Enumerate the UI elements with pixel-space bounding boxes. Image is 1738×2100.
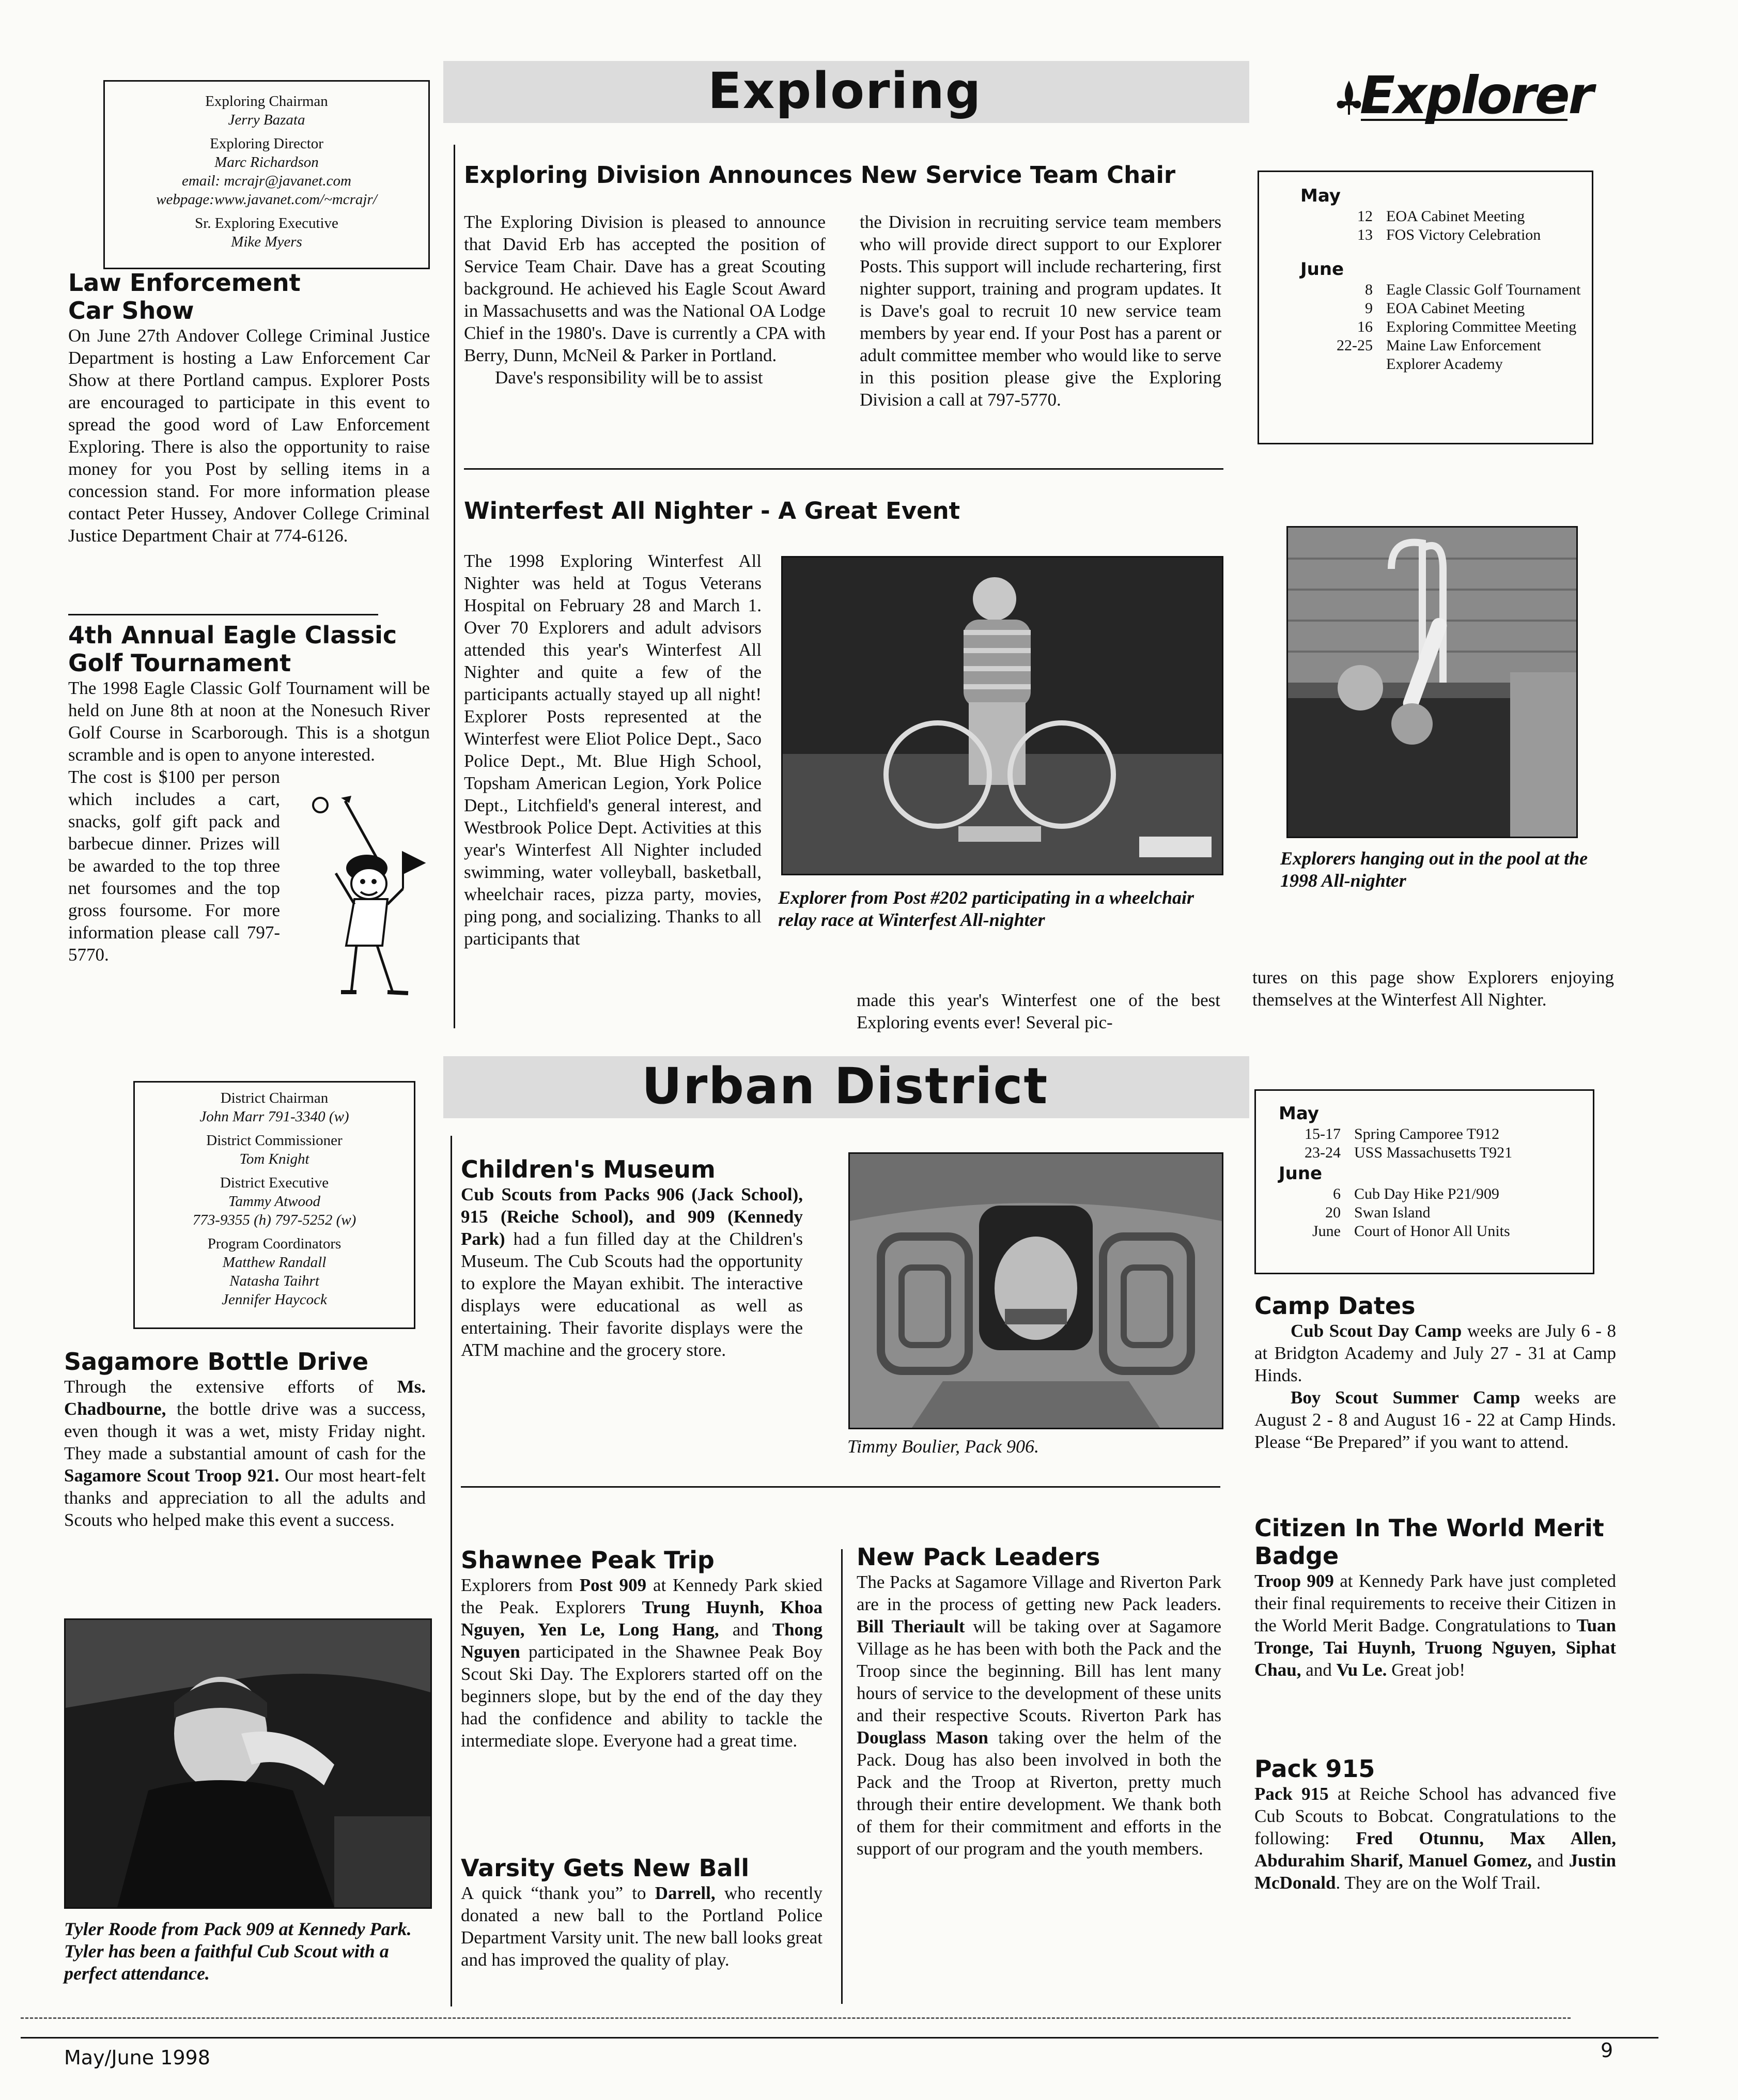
mayan-exhibit-icon [850, 1154, 1222, 1428]
staff-email: email: mcrajr@javanet.com [182, 173, 351, 189]
leaders-title: New Pack Leaders [857, 1543, 1100, 1571]
calendar-row: 15-17 Spring Camporee T912 [1305, 1125, 1500, 1142]
calendar-table [1279, 1125, 1512, 1162]
calendar-table [1300, 207, 1541, 244]
winterfest-col2: made this year's Winterfest one of the best Exploring events ever! Several pic- [857, 990, 1220, 1032]
staff-entry: District Chairman John Marr 791-3340 (w) [199, 1090, 349, 1125]
urban-staff-box [133, 1081, 415, 1329]
leaders-article [857, 1543, 1221, 1860]
museum-title: Children's Museum [461, 1155, 716, 1183]
calendar-row: 22-25 Maine Law Enforcement Explorer Academy [1337, 337, 1541, 373]
staff-entry: Exploring Chairman Jerry Bazata [205, 93, 328, 128]
pack915-article [1254, 1755, 1616, 1894]
citizen-title: Citizen In The World Merit Badge [1254, 1514, 1604, 1570]
pool-caption: Explorers hanging out in the pool at the 1998 All-nighter [1280, 848, 1588, 891]
footer-rule [21, 2037, 1658, 2039]
shawnee-title: Shawnee Peak Trip [461, 1546, 715, 1574]
wheelchair-photo [781, 556, 1223, 875]
service-title: Exploring Division Announces New Service Team Chair [464, 161, 1176, 189]
calendar-row: 13 FOS Victory Celebration [1357, 226, 1541, 243]
pack915-body: Pack 915 at Reiche School has advanced five Cub Scouts to Bobcat. Congratulations to the following: Fred Otunnu, Max Allen, Abdurahim Sharif, Manuel Gomez, and Justin McDonald. They are on the Wolf Trail. [1254, 1784, 1616, 1893]
service-col2: the Division in recruiting service team members who will provide direct support to our Explorer Posts. This support will include rechartering, first nighter support, training and program updates. It is Dave's goal to recruit 10 new service team members by year end. If your Post has a parent or adult committee member who would like to serve in this position please give the Exploring Division a call at 797-5770. [860, 212, 1221, 410]
shawnee-body: Explorers from Post 909 at Kennedy Park skied the Peak. Explorers Trung Huynh, Khoa Nguyen, Yen Le, Long Hang, and Thong Nguyen participated in the Shawnee Peak Boy Scout Ski Day. The Explorers started off on the beginners slope, but by the end of the day they had the confidence and ability to tackle the intermediate slope. Everyone had a great time. [461, 1575, 823, 1751]
calendar-row: 8 Eagle Classic Golf Tournament [1365, 281, 1581, 298]
bottle-title: Sagamore Bottle Drive [64, 1348, 369, 1376]
camp-body-1: Cub Scout Day Camp weeks are July 6 - 8 at Bridgton Academy and July 27 - 31 at Camp Hinds. [1254, 1321, 1616, 1385]
winterfest-title: Winterfest All Nighter - A Great Event [464, 497, 960, 524]
calendar-row: 6 Cub Day Hike P21/909 [1333, 1185, 1499, 1202]
urban-banner-title: Urban District [642, 1057, 1049, 1115]
calendar-table [1279, 1185, 1510, 1241]
staff-entry: District Commissioner Tom Knight [206, 1132, 343, 1167]
tyler-caption: Tyler Roode from Pack 909 at Kennedy Park. Tyler has been a faithful Cub Scout with a perfect attendance. [64, 1919, 412, 1984]
staff-entry: Exploring Director Marc Richardson [210, 135, 323, 171]
calendar-month: May [1300, 186, 1341, 206]
calendar-row: 23-24 USS Massachusetts T921 [1305, 1144, 1513, 1161]
divider [464, 468, 1223, 470]
staff-webpage: webpage:www.javanet.com/~mcrajr/ [156, 191, 377, 208]
law-title-line1: Law Enforcement [68, 269, 301, 297]
camp-body-2: Boy Scout Summer Camp weeks are August 2 - 8 and August 16 - 22 at Camp Hinds. Please “Be Prepared” if you want to attend. [1254, 1387, 1616, 1452]
winterfest-col3: tures on this page show Explorers enjoying themselves at the Winterfest All Nighter. [1252, 967, 1614, 1010]
golf-title-line2: Golf Tournament [68, 649, 291, 677]
bottle-article [64, 1348, 426, 1531]
exploring-banner-title: Exploring [708, 62, 982, 120]
law-title-line2: Car Show [68, 297, 194, 325]
explorer-logo-underline [1361, 119, 1568, 121]
golfer-cartoon-icon [305, 791, 429, 1008]
varsity-article [461, 1854, 823, 1971]
calendar-row: 12 EOA Cabinet Meeting [1357, 208, 1525, 225]
golf-title-line1: 4th Annual Eagle Classic [68, 621, 397, 649]
footer-dashed-rule [21, 2017, 1571, 2019]
camp-title: Camp Dates [1254, 1292, 1416, 1320]
divider [68, 614, 378, 615]
law-article [68, 269, 430, 547]
column-rule [841, 1549, 843, 2004]
calendar-row: 9 EOA Cabinet Meeting [1365, 300, 1525, 317]
calendar-row: 20 Swan Island [1325, 1204, 1431, 1221]
citizen-article [1254, 1514, 1616, 1681]
page-number: 9 [1601, 2039, 1613, 2062]
calendar-month: June [1279, 1163, 1323, 1184]
wheelchair-caption: Explorer from Post #202 participating in a wheelchair relay race at Winterfest All-nighter [778, 887, 1194, 930]
golf-body: The 1998 Eagle Classic Golf Tournament will be held on June 8th at noon at the Nonesuch River Golf Course in Scarborough. This is a shotgun scramble and is open to anyone interested. [68, 678, 430, 765]
calendar-table [1300, 281, 1582, 374]
service-col1: The Exploring Division is pleased to announce that David Erb has accepted the position of Service Team Chair. Dave has a great Scouting background. He achieved his Eagle Scout Award in Massachusetts and was the National OA Lodge Chief in the 1980's. Dave is currently a CPA with Berry, Dunn, McNeil & Parker in Portland. Dave's responsibility will be to assist [464, 212, 826, 388]
leaders-body: The Packs at Sagamore Village and Riverton Park are in the process of getting new Pack leaders. Bill Theriault will be taking over at Sagamore Village as he has been with both the Pack and the Troop since the beginning. Bill has lent many hours of service to the development of these units and their respective Scouts. Riverton Park has Douglass Mason taking over the helm of the Pack. Doug has also been involved in both the Pack and the Troop at Riverton, pretty much through their entire development. We thank both of them for their commitment and efforts in the support of our program and the youth members. [857, 1572, 1221, 1859]
explorer-logo-text: Explorer [1360, 65, 1592, 126]
pool-photo [1286, 526, 1578, 838]
timmy-photo [848, 1152, 1223, 1429]
citizen-body: Troop 909 at Kennedy Park have just completed their final requirements to receive their Citizen in the World Merit Badge. Congratulations to Tuan Tronge, Tai Huynh, Truong Nguyen, Siphat Chau, and Vu Le. Great job! [1254, 1571, 1616, 1680]
footer-date: May/June 1998 [64, 2046, 210, 2069]
column-rule [454, 145, 455, 1028]
varsity-body: A quick “thank you” to Darrell, who recently donated a new ball to the Portland Police Department Varsity unit. The new ball looks great and has improved the quality of play. [461, 1883, 823, 1970]
column-rule [451, 1136, 452, 2006]
wheelchair-figure-icon [783, 558, 1222, 874]
museum-article [461, 1155, 803, 1361]
tyler-figure-icon [66, 1620, 430, 1907]
varsity-title: Varsity Gets New Ball [461, 1854, 750, 1882]
calendar-row: June Court of Honor All Units [1312, 1223, 1510, 1240]
staff-entry: Sr. Exploring Executive Mike Myers [195, 215, 338, 250]
bottle-body: Through the extensive efforts of Ms. Chadbourne, the bottle drive was a success, even though it was a wet, misty Friday night. They made a substantial amount of cash for the Sagamore Scout Troop 921. Our most heart-felt thanks and appreciation to all the adults and Scouts who helped make this event a success. [64, 1377, 426, 1530]
pack915-title: Pack 915 [1254, 1755, 1375, 1783]
exploring-calendar [1258, 171, 1593, 444]
staff-entry: District Executive Tammy Atwood 773-9355 (h) 797-5252 (w) [192, 1175, 356, 1228]
calendar-month: June [1300, 259, 1344, 280]
staff-entry: Program Coordinators Matthew Randall Natasha Taihrt Jennifer Haycock [207, 1236, 342, 1308]
camp-article [1254, 1292, 1616, 1453]
tyler-photo [64, 1618, 432, 1909]
urban-calendar [1254, 1089, 1594, 1274]
explorer-logo [1329, 58, 1592, 126]
timmy-caption: Timmy Boulier, Pack 906. [847, 1436, 1039, 1457]
calendar-month: May [1279, 1103, 1319, 1124]
exploring-staff-box [103, 80, 430, 269]
pool-figure-icon [1288, 528, 1576, 837]
golf-body-2: The cost is $100 per person which includes a cart, snacks, golf gift pack and barbecue dinner. Prizes will be awarded to the top three net foursomes and the top gross foursome. For more information please call 797-5770. [68, 767, 280, 965]
divider [461, 1486, 1220, 1488]
law-body: On June 27th Andover College Criminal Justice Department is hosting a Law Enforcement Car Show at there Portland campus. Explorer Posts are encouraged to participate in this event to spread the good word of Law Enforcement Exploring. There is also the opportunity to raise money for you Post by selling items in a concession stand. For more information please contact Peter Hussey, Andover College Criminal Justice Department Chair at 774-6126. [68, 326, 430, 546]
winterfest-col1: The 1998 Exploring Winterfest All Nighter was held at Togus Veterans Hospital on February 28 and March 1. Over 70 Explorers and adult advisors attended this year's Winterfest All Nighter and quite a few of the participants actually stayed up all night! Explorer Posts represented at the Winterfest were Eliot Police Dept., Saco Police Dept., Mt. Blue High School, Topsham American Legion, York Police Dept., Litchfield's general interest, and Westbrook Police Dept. Activities at this year's Winterfest All Nighter included swimming, water volleyball, basketball, wheelchair races, pizza party, movies, ping pong, and socializing. Thanks to all participants that [464, 551, 762, 949]
museum-body: Cub Scouts from Packs 906 (Jack School), 915 (Reiche School), and 909 (Kennedy Park) had a fun filled day at the Children's Museum. The Cub Scouts had the opportunity to explore the Mayan exhibit. The interactive displays were educational as well as entertaining. Their favorite displays were the ATM machine and the grocery store. [461, 1184, 803, 1360]
shawnee-article [461, 1546, 823, 1752]
calendar-row: 16 Exploring Committee Meeting [1357, 318, 1577, 335]
